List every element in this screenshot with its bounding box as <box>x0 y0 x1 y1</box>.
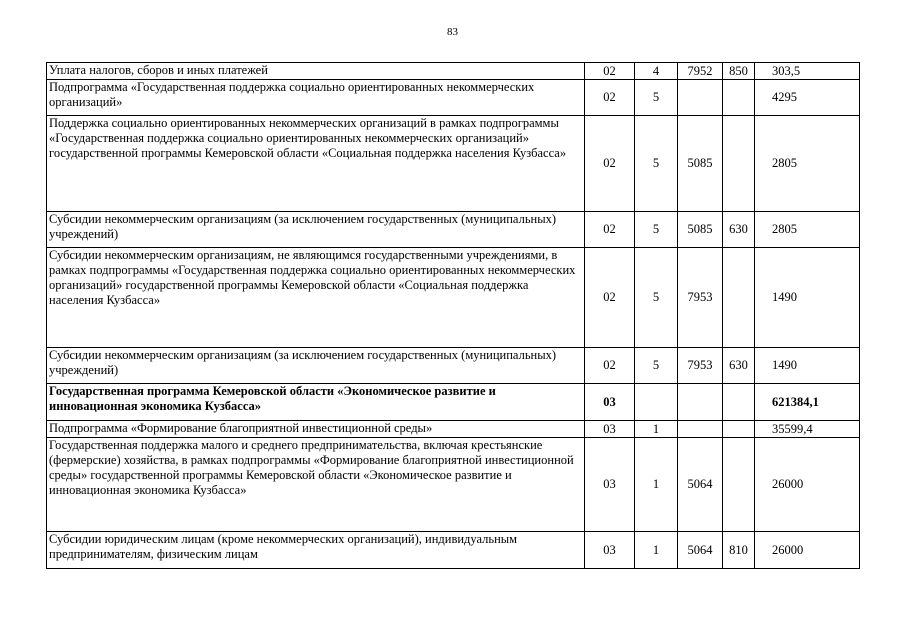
article-cell: 5064 <box>678 438 723 532</box>
article-cell <box>678 384 723 421</box>
table-row <box>47 384 860 421</box>
subsection-cell: 5 <box>635 212 678 248</box>
table-row <box>47 212 860 248</box>
row-name-cell: Субсидии юридическим лицам (кроме некоммерческих организаций), индивидуальным предпринимателям, физическим лицам <box>47 532 585 569</box>
amount-cell: 35599,4 <box>755 421 860 438</box>
expense-type-cell: 850 <box>723 63 755 80</box>
subsection-cell: 4 <box>635 63 678 80</box>
amount-cell: 4295 <box>755 80 860 116</box>
table-row <box>47 248 860 348</box>
amount-cell: 26000 <box>755 532 860 569</box>
subsection-cell: 5 <box>635 348 678 384</box>
section-cell: 02 <box>585 348 635 384</box>
expense-type-cell: 630 <box>723 212 755 248</box>
table-row <box>47 80 860 116</box>
row-name-cell: Государственная программа Кемеровской области «Экономическое развитие и инновационная экономика Кузбасса» <box>47 384 585 421</box>
row-name-cell: Субсидии некоммерческим организациям (за исключением государственных (муниципальных) учреждений) <box>47 212 585 248</box>
page-number: 83 <box>447 26 458 38</box>
row-name-cell: Уплата налогов, сборов и иных платежей <box>47 63 585 80</box>
row-name-cell: Субсидии некоммерческим организациям (за исключением государственных (муниципальных) учреждений) <box>47 348 585 384</box>
row-name-cell: Подпрограмма «Государственная поддержка социально ориентированных некоммерческих организаций» <box>47 80 585 116</box>
subsection-cell: 5 <box>635 116 678 212</box>
expense-type-cell <box>723 421 755 438</box>
amount-cell: 2805 <box>755 116 860 212</box>
amount-cell: 621384,1 <box>755 384 860 421</box>
section-cell: 03 <box>585 384 635 421</box>
amount-cell: 26000 <box>755 438 860 532</box>
table-row <box>47 116 860 212</box>
article-cell: 7953 <box>678 248 723 348</box>
expense-type-cell: 810 <box>723 532 755 569</box>
subsection-cell: 5 <box>635 248 678 348</box>
subsection-cell: 5 <box>635 80 678 116</box>
article-cell: 7953 <box>678 348 723 384</box>
section-cell: 02 <box>585 116 635 212</box>
section-cell: 03 <box>585 532 635 569</box>
article-cell: 5064 <box>678 532 723 569</box>
subsection-cell: 1 <box>635 438 678 532</box>
article-cell: 5085 <box>678 116 723 212</box>
row-name-cell: Подпрограмма «Формирование благоприятной инвестиционной среды» <box>47 421 585 438</box>
row-name-cell: Государственная поддержка малого и среднего предпринимательства, включая крестьянские (фермерские) хозяйства, в рамках подпрограммы «Формирование благоприятной инвестиционной среды» государственной программы Кемеровской области «Экономическое развитие и инновационная экономика Кузбасса» <box>47 438 585 532</box>
table-row <box>47 63 860 80</box>
amount-cell: 1490 <box>755 348 860 384</box>
row-name-cell: Субсидии некоммерческим организациям, не являющимся государственными учреждениями, в рамках подпрограммы «Государственная поддержка социально ориентированных некоммерческих организаций» государственной программы Кемеровской области «Социальная поддержка населения Кузбасса» <box>47 248 585 348</box>
amount-cell: 1490 <box>755 248 860 348</box>
table-row <box>47 421 860 438</box>
expense-type-cell <box>723 248 755 348</box>
subsection-cell: 1 <box>635 532 678 569</box>
section-cell: 02 <box>585 63 635 80</box>
expense-type-cell <box>723 438 755 532</box>
table-row <box>47 438 860 532</box>
amount-cell: 303,5 <box>755 63 860 80</box>
article-cell: 5085 <box>678 212 723 248</box>
section-cell: 03 <box>585 438 635 532</box>
subsection-cell <box>635 384 678 421</box>
article-cell <box>678 421 723 438</box>
article-cell: 7952 <box>678 63 723 80</box>
expense-type-cell <box>723 116 755 212</box>
article-cell <box>678 80 723 116</box>
table-row <box>47 348 860 384</box>
amount-cell: 2805 <box>755 212 860 248</box>
expense-type-cell: 630 <box>723 348 755 384</box>
section-cell: 02 <box>585 248 635 348</box>
section-cell: 02 <box>585 80 635 116</box>
budget-table <box>46 62 860 569</box>
expense-type-cell <box>723 384 755 421</box>
table-row <box>47 532 860 569</box>
section-cell: 02 <box>585 212 635 248</box>
subsection-cell: 1 <box>635 421 678 438</box>
row-name-cell: Поддержка социально ориентированных некоммерческих организаций в рамках подпрограммы «Государственная поддержка социально ориентированных некоммерческих организаций» государственной программы Кемеровской области «Социальная поддержка населения Кузбасса» <box>47 116 585 212</box>
section-cell: 03 <box>585 421 635 438</box>
expense-type-cell <box>723 80 755 116</box>
